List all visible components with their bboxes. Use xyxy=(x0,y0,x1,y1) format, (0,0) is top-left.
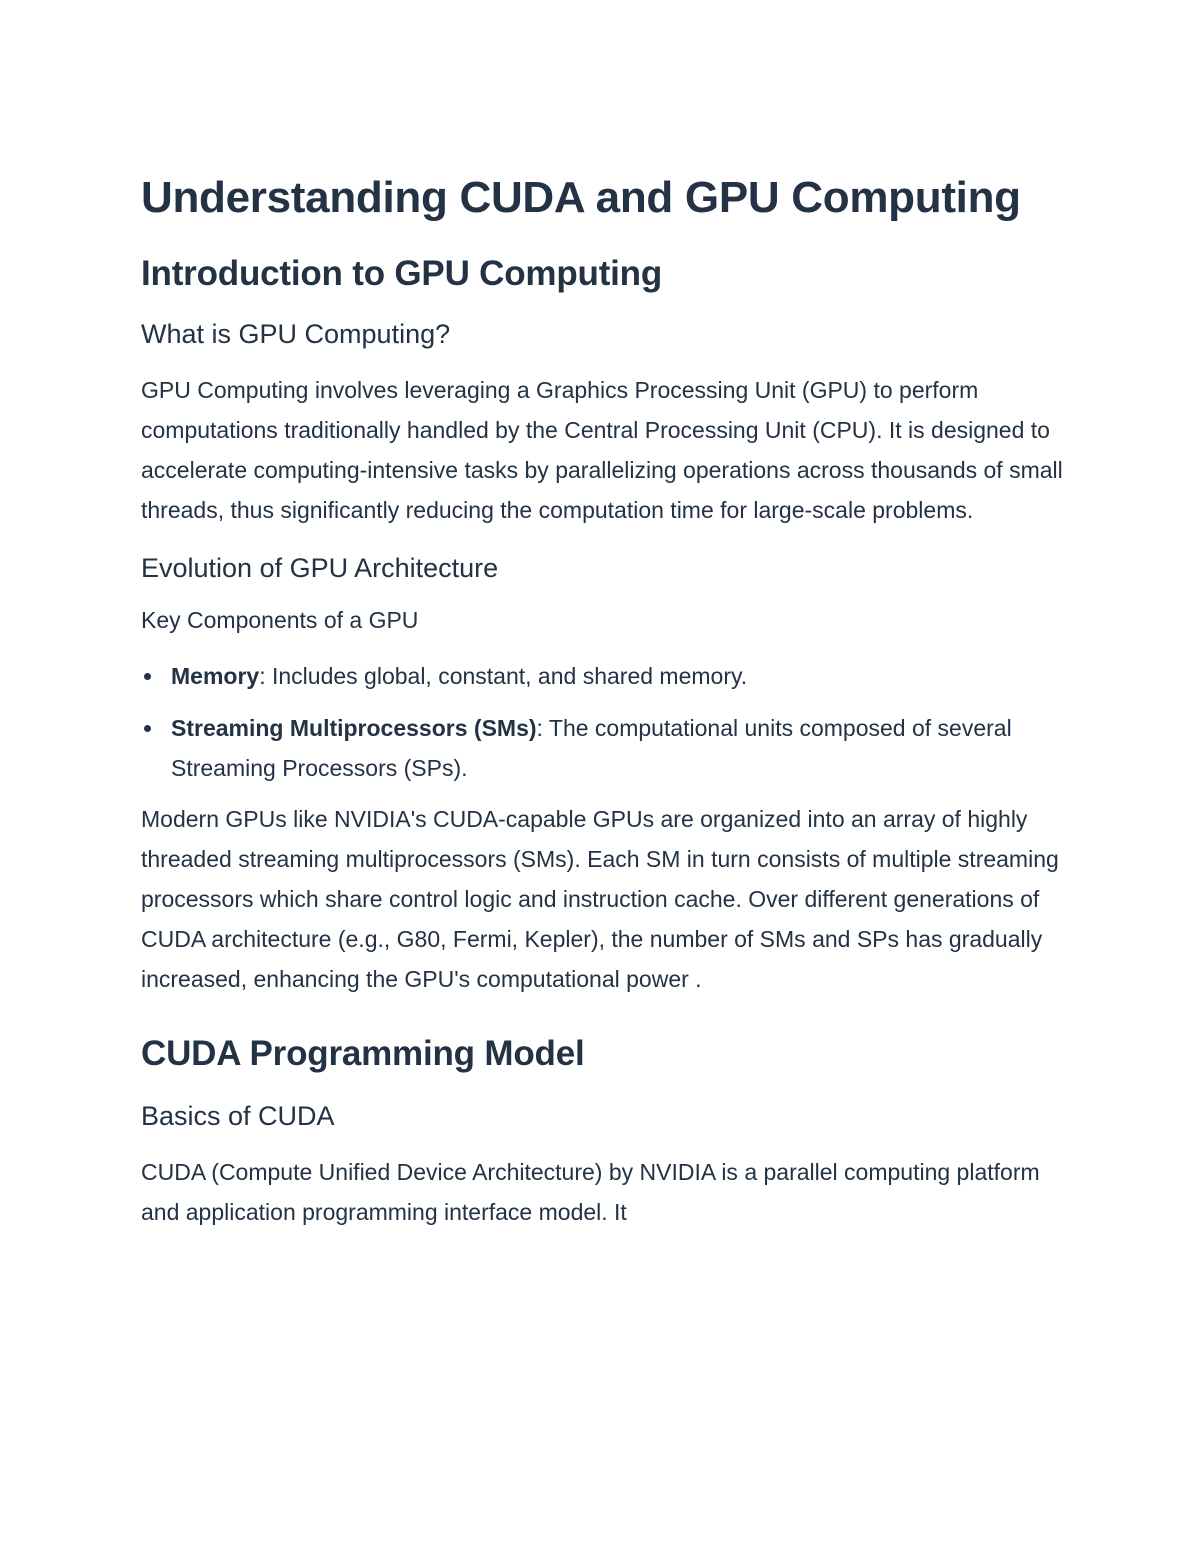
subsection-heading-basics-of-cuda: Basics of CUDA xyxy=(141,1101,335,1131)
list-item xyxy=(141,656,1071,696)
subsubsection-heading-key-components: Key Components of a GPU xyxy=(141,607,419,633)
bullet-icon xyxy=(144,673,151,680)
subsection-heading-what-is-gpu-computing: What is GPU Computing? xyxy=(141,319,451,349)
section-heading-intro: Introduction to GPU Computing xyxy=(141,254,663,293)
list-item-text: : The computational units composed of several Streaming Processors (SPs). xyxy=(171,715,1012,781)
paragraph-basics-of-cuda: CUDA (Compute Unified Device Architecture) by NVIDIA is a parallel computing platform and application programming interface model. It xyxy=(141,1159,1040,1225)
subsection-heading-evolution: Evolution of GPU Architecture xyxy=(141,553,499,583)
list-item xyxy=(141,708,1071,788)
paragraph-modern-gpus: Modern GPUs like NVIDIA's CUDA-capable GPUs are organized into an array of highly threaded streaming multiprocessors (SMs). Each SM in turn consists of multiple streaming processors which share control logic and instruction cache. Over different generations of CUDA architecture (e.g., G80, Fermi, Kepler), the number of SMs and SPs has gradually increased, enhancing the GPU's computational power . xyxy=(141,806,1059,992)
key-components-list xyxy=(141,656,1071,788)
list-item-term: Streaming Multiprocessors (SMs) xyxy=(171,715,537,741)
list-item-text: : Includes global, constant, and shared memory. xyxy=(259,663,748,689)
bullet-icon xyxy=(144,725,151,732)
document-title: Understanding CUDA and GPU Computing xyxy=(141,173,1021,222)
list-item-term: Memory xyxy=(171,663,260,689)
paragraph-what-is-gpu-computing: GPU Computing involves leveraging a Graphics Processing Unit (GPU) to perform computations traditionally handled by the Central Processing Unit (CPU). It is designed to accelerate computing-intensive tasks by parallelizing operations across thousands of small threads, thus significantly reducing the computation time for large-scale problems. xyxy=(141,377,1063,523)
section-heading-cuda-programming-model: CUDA Programming Model xyxy=(141,1034,585,1073)
document-page xyxy=(141,166,1071,1232)
